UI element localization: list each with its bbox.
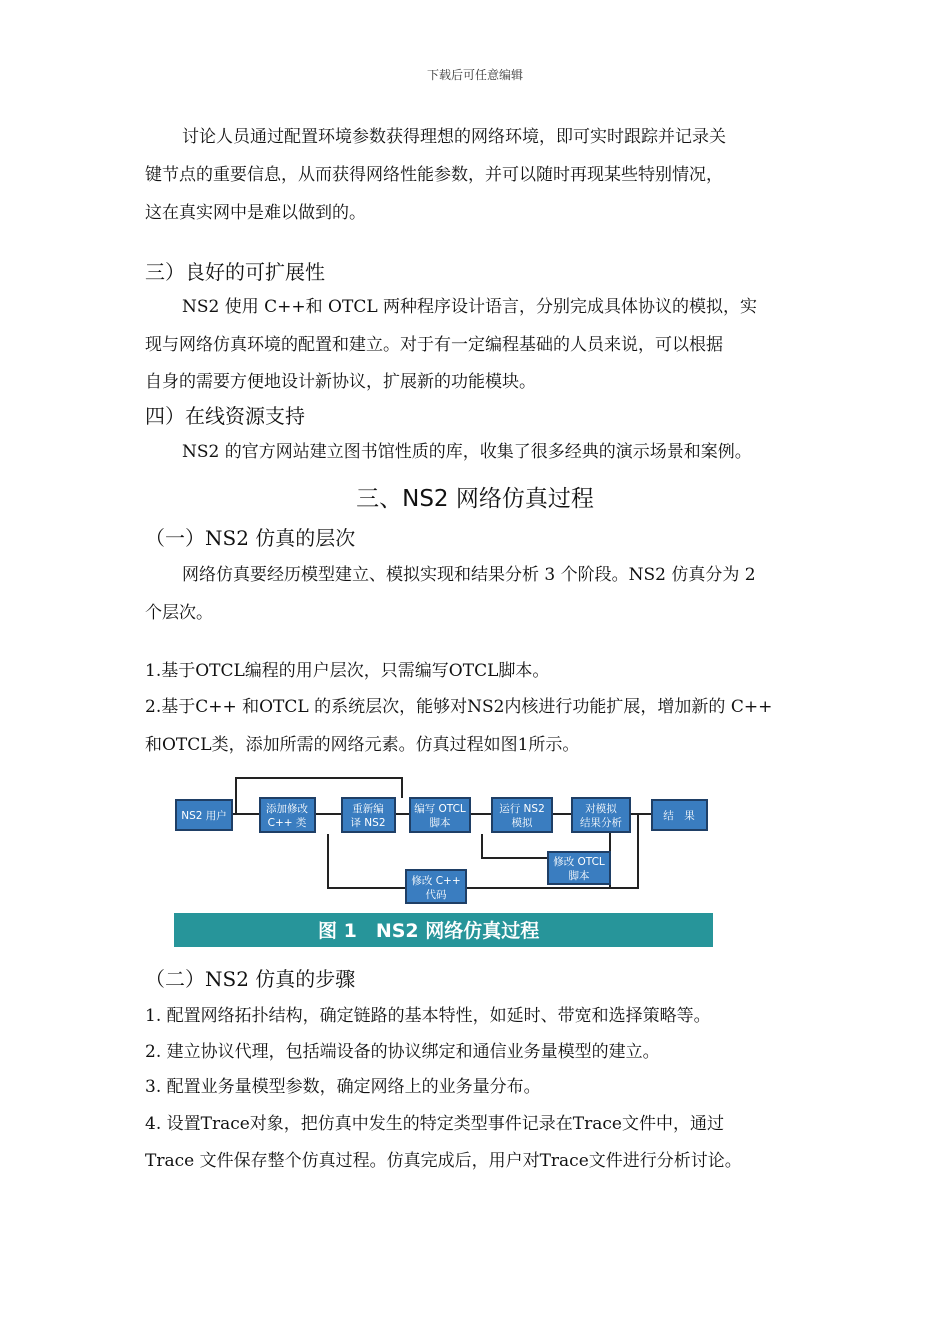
paragraph-line: 自身的需要方便地设计新协议，扩展新的功能模块。: [145, 372, 536, 392]
list-item: 1.基于OTCL编程的用户层次，只需编写OTCL脚本。: [145, 661, 550, 681]
step-item: Trace 文件保存整个仿真过程。仿真完成后，用户对Trace文件进行分析讨论。: [145, 1151, 742, 1171]
box-label: 修改 OTCL: [553, 856, 605, 868]
box-label: 代码: [425, 889, 447, 901]
box-label: 译 NS2: [350, 817, 386, 829]
paragraph-line: 个层次。: [145, 603, 213, 623]
list-item: 和OTCL类，添加所需的网络元素。仿真过程如图1所示。: [145, 735, 580, 755]
box-result: [652, 800, 707, 830]
box-label: 编写 OTCL: [414, 803, 466, 815]
arrow-modify-otcl-back: [482, 834, 548, 858]
section-title: 三、NS2 网络仿真过程: [356, 486, 594, 512]
paragraph-line: 网络仿真要经历模型建立、模拟实现和结果分析 3 个阶段。NS2 仿真分为 2: [182, 565, 756, 585]
box-add-cpp-class: [260, 798, 315, 832]
figure-caption: 图 1 NS2 网络仿真过程: [318, 920, 540, 942]
heading-scalability: 三）良好的可扩展性: [145, 260, 325, 284]
box-label: 运行 NS2: [499, 803, 545, 815]
box-label: 对模拟: [585, 803, 617, 815]
box-analyze-results: [572, 798, 630, 832]
paragraph-line: NS2 使用 C++和 OTCL 两种程序设计语言，分别完成具体协议的模拟，实: [182, 297, 758, 317]
list-item: 2.基于C++ 和OTCL 的系统层次，能够对NS2内核进行功能扩展，增加新的 C++: [145, 697, 773, 717]
box-label: C++ 类: [267, 817, 307, 829]
paragraph-line: 键节点的重要信息，从而获得网络性能参数，并可以随时再现某些特别情况，: [145, 165, 723, 185]
box-modify-otcl-script: [548, 852, 610, 884]
paragraph-line: 这在真实网中是难以做到的。: [145, 203, 366, 223]
page-header: 下载后可任意编辑: [426, 68, 523, 82]
box-label: 脚本: [429, 817, 451, 829]
heading-online-resources: 四）在线资源支持: [145, 404, 305, 428]
box-run-ns2-sim: [492, 798, 552, 832]
box-label: 结果分析: [580, 817, 622, 829]
box-label: 添加修改: [266, 803, 308, 815]
arrow-modify-cpp-back: [328, 834, 406, 888]
paragraph-line: 现与网络仿真环境的配置和建立。对于有一定编程基础的人员来说，可以根据: [145, 335, 723, 355]
box-write-otcl-script: [410, 798, 470, 832]
box-label: NS2 用户: [181, 810, 227, 822]
box-label: 重新编: [352, 803, 384, 815]
box-label: 模拟: [511, 817, 533, 829]
step-item: 4. 设置Trace对象，把仿真中发生的特定类型事件记录在Trace文件中，通过: [145, 1114, 724, 1134]
box-label: 修改 C++: [411, 875, 461, 887]
subheading-levels: （一）NS2 仿真的层次: [145, 526, 356, 550]
box-ns2-user: [176, 800, 232, 830]
box-label: 结 果: [663, 810, 695, 822]
paragraph-line: 讨论人员通过配置环境参数获得理想的网络环境，即可实时跟踪并记录关: [182, 127, 726, 147]
ns2-process-figure: [170, 770, 715, 950]
step-item: 3. 配置业务量模型参数，确定网络上的业务量分布。: [145, 1077, 541, 1097]
step-item: 1. 配置网络拓扑结构，确定链路的基本特性，如延时、带宽和选择策略等。: [145, 1006, 711, 1026]
step-item: 2. 建立协议代理，包括端设备的协议绑定和通信业务量模型的建立。: [145, 1042, 660, 1062]
box-modify-cpp-code: [406, 870, 466, 903]
subheading-steps: （二）NS2 仿真的步骤: [145, 967, 356, 991]
box-recompile-ns2: [342, 798, 395, 832]
paragraph-line: NS2 的官方网站建立图书馆性质的库，收集了很多经典的演示场景和案例。: [182, 442, 752, 462]
box-label: 脚本: [568, 870, 590, 882]
